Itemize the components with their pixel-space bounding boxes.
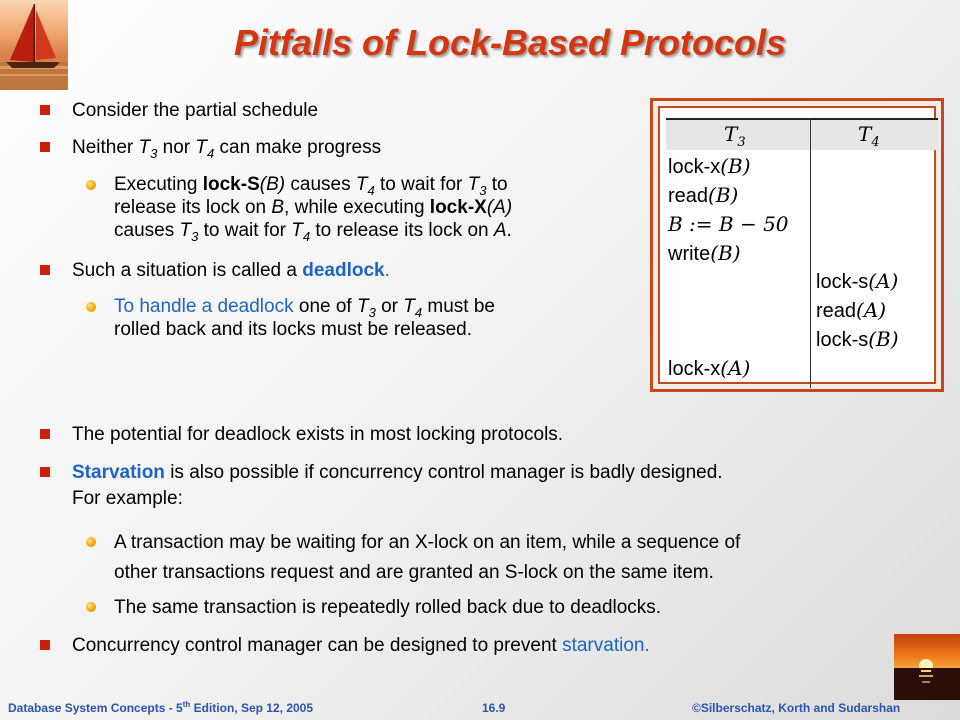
schedule-t3-op: B := B − 50	[668, 212, 789, 236]
schedule-header-row	[666, 118, 938, 150]
footer-copyright: ©Silberschatz, Korth and Sudarshan	[692, 701, 901, 715]
schedule-figure-inner	[658, 106, 936, 384]
schedule-t4-op: lock-s(A)	[816, 269, 899, 293]
footer-slide-number: 16.9	[482, 701, 506, 715]
bullet-square-icon	[40, 640, 50, 650]
schedule-header-t3: $T_3$	[724, 122, 746, 150]
bullet-x-lock-waiting: A transaction may be waiting for an X-lock on an item, while a sequence of other transactions request and are granted an S-lock on the same item.	[114, 532, 741, 583]
bullet-square-icon	[40, 467, 50, 477]
bullet-square-icon	[40, 142, 50, 152]
bullet-dot-icon	[86, 602, 96, 612]
schedule-figure	[650, 98, 944, 392]
schedule-t3-op: lock-x(A)	[668, 356, 751, 380]
sailboat-sunset-icon	[0, 0, 68, 90]
bullet-consider: Consider the partial schedule	[72, 100, 319, 121]
schedule-header-t4: $T_4$	[858, 122, 880, 150]
bullet-dot-icon	[86, 537, 96, 547]
bullet-rolled-back: The same transaction is repeatedly rolled back due to deadlocks.	[114, 597, 662, 618]
bullet-executing: Executing lock-S(B) causes $T_4$ to wait for $T_3$ to release its lock on B, while executing lock-X(A) causes $T_3$ to wait for $T_4$ to release its lock on A.	[114, 174, 513, 244]
bullet-handle-deadlock: To handle a deadlock one of $T_3$ or $T_4$ must be rolled back and its locks must be released.	[114, 296, 495, 340]
bullet-square-icon	[40, 429, 50, 439]
schedule-t4-op: read(A)	[816, 298, 887, 322]
schedule-column-divider	[810, 118, 811, 388]
schedule-t3-op: read(B)	[668, 183, 739, 207]
bullet-potential: The potential for deadlock exists in most locking protocols.	[72, 424, 564, 445]
sunset-ocean-icon	[894, 634, 960, 700]
page-title: Pitfalls of Lock-Based Protocols	[233, 22, 787, 63]
schedule-t3-op: lock-x(B)	[668, 154, 751, 178]
bullet-deadlock: Such a situation is called a deadlock.	[72, 260, 390, 281]
schedule-t4-op: lock-s(B)	[816, 327, 899, 351]
bullet-starvation: Starvation is also possible if concurrency control manager is badly designed. For example:	[72, 462, 723, 509]
bullet-square-icon	[40, 265, 50, 275]
bullet-dot-icon	[86, 302, 96, 312]
bullet-neither: Neither $T_3$ nor $T_4$ can make progress	[72, 137, 382, 161]
footer-book-title: Database System Concepts - 5th Edition, Sep 12, 2005	[8, 700, 314, 715]
bullet-dot-icon	[86, 180, 96, 190]
bullet-square-icon	[40, 105, 50, 115]
schedule-t3-op: write(B)	[668, 241, 741, 265]
bullet-prevent-starvation: Concurrency control manager can be designed to prevent starvation.	[72, 635, 650, 656]
